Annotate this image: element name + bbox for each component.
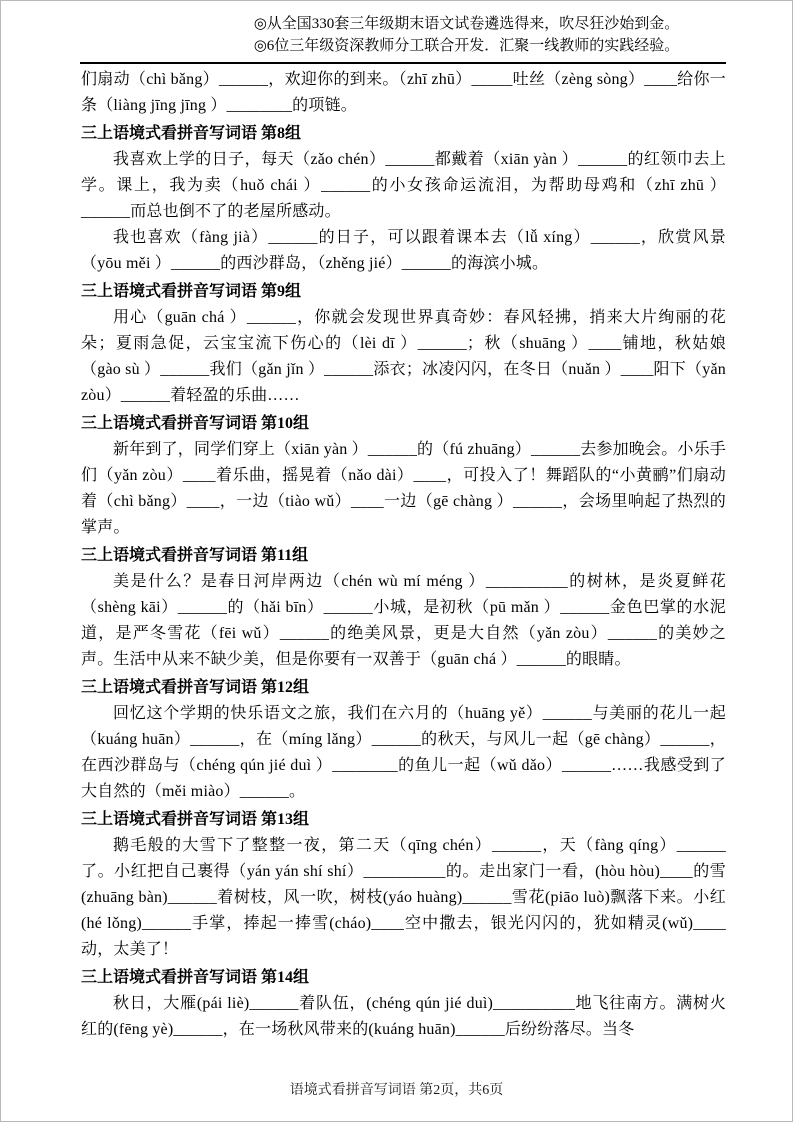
exercise-paragraph: 我也喜欢（fàng jià）______的日子，可以跟着课本去（lǚ xíng）______，欣赏风景（yōu měi ）______的西沙群岛，（zhěng jié）______的海滨小城。 xyxy=(81,229,726,272)
worksheet-section xyxy=(81,965,726,1043)
worksheet-section xyxy=(81,807,726,963)
section-heading: 三上语境式看拼音写词语 第8组 xyxy=(81,125,302,142)
header-divider xyxy=(80,62,726,64)
continuation-paragraph: 们扇动（chì bǎng）______，欢迎你的到来。（zhī zhū）_____吐丝（zèng sòng）____给你一条（liàng jīng jīng ）________的项链。 xyxy=(81,71,726,114)
worksheet-section xyxy=(81,121,726,277)
header-slogan-line2: ◎6位三年级资深教师分工联合开发．汇聚一线教师的实践经验。 xyxy=(253,38,680,54)
page-header xyxy=(81,13,726,57)
worksheet-body xyxy=(81,67,726,1043)
exercise-paragraph: 美是什么？是春日河岸两边（chén wù mí méng ）__________的树林，是炎夏鲜花（shèng kāi）______的（hǎi bīn）______小城，是初秋（pū mǎn ）______金色巴掌的水泥道，是严冬雪花（fēi wǔ）______的绝美风景，更是大自然（yǎn zòu）______的美妙之声。生活中从来不缺少美，但是你要有一双善于（guān chá ）______的眼睛。 xyxy=(81,573,726,668)
worksheet-section xyxy=(81,675,726,805)
page-footer: 语境式看拼音写词语 第2页，共6页 xyxy=(289,1083,504,1098)
exercise-paragraph: 鹅毛般的大雪下了整整一夜，第二天（qīng chén）______，天（fàng qíng）______了。小红把自己裹得（yán yán shí shí）__________的。走出家门一看，(hòu hòu)____的雪(zhuāng bàn)______着树枝，风一吹，树枝(yáo huàng)______雪花(piāo luò)飘落下来。小红(hé lǒng)______手掌，捧起一捧雪(cháo)____空中撒去，银光闪闪的，犹如精灵(wǔ)____动，太美了！ xyxy=(81,837,726,958)
worksheet-section xyxy=(81,279,726,409)
exercise-paragraph: 回忆这个学期的快乐语文之旅，我们在六月的（huāng yě）______与美丽的花儿一起（kuáng huān）______，在（míng lǎng）______的秋天，与风儿一起（gē chàng）______，在西沙群岛与（chéng qún jié duì ）________的鱼儿一起（wǔ dǎo）______……我感受到了大自然的（měi miào）______。 xyxy=(81,705,726,800)
worksheet-section xyxy=(81,543,726,673)
exercise-paragraph: 用心（guān chá ）______，你就会发现世界真奇妙：春风轻拂，捎来大片绚丽的花朵；夏雨急促，云宝宝流下伤心的（lèi dī ）______；秋（shuāng ）____铺地，秋姑娘（gào sù ）______我们（gǎn jǐn ）______添衣；冰凌闪闪，在冬日（nuǎn ）____阳下（yǎn zòu）______着轻盈的乐曲…… xyxy=(81,309,726,404)
section-heading: 三上语境式看拼音写词语 第14组 xyxy=(81,969,310,986)
section-heading: 三上语境式看拼音写词语 第12组 xyxy=(81,679,310,696)
exercise-paragraph: 我喜欢上学的日子，每天（zǎo chén）______都戴着（xiān yàn ）______的红领巾去上学。课上，我为卖（huǒ chái ）______的小女孩命运流泪，为帮助母鸡和（zhī zhū ）______而总也倒不了的老屋所感动。 xyxy=(81,151,726,220)
section-heading: 三上语境式看拼音写词语 第9组 xyxy=(81,283,302,300)
section-heading: 三上语境式看拼音写词语 第10组 xyxy=(81,415,310,432)
section-heading: 三上语境式看拼音写词语 第13组 xyxy=(81,811,310,828)
exercise-paragraph: 秋日，大雁(pái liè)______着队伍，(chéng qún jié duì)__________地飞往南方。满树火红的(fēng yè)______，在一场秋风带来的(kuáng huān)______后纷纷落尽。当冬 xyxy=(81,995,726,1038)
exercise-paragraph: 新年到了，同学们穿上（xiān yàn ）______的（fú zhuāng）______去参加晚会。小乐手们（yǎn zòu）____着乐曲，摇晃着（nǎo dài）____，可投入了！舞蹈队的“小黄鹂”们扇动着（chì bǎng）____，一边（tiào wǔ）____一边（gē chàng ）______，会场里响起了热烈的掌声。 xyxy=(81,441,726,536)
section-heading: 三上语境式看拼音写词语 第11组 xyxy=(81,547,309,564)
header-slogan-line1: ◎从全国330套三年级期末语文试卷遴选得来，吹尽狂沙始到金。 xyxy=(253,16,680,32)
worksheet-section xyxy=(81,411,726,541)
worksheet-section xyxy=(81,67,726,119)
